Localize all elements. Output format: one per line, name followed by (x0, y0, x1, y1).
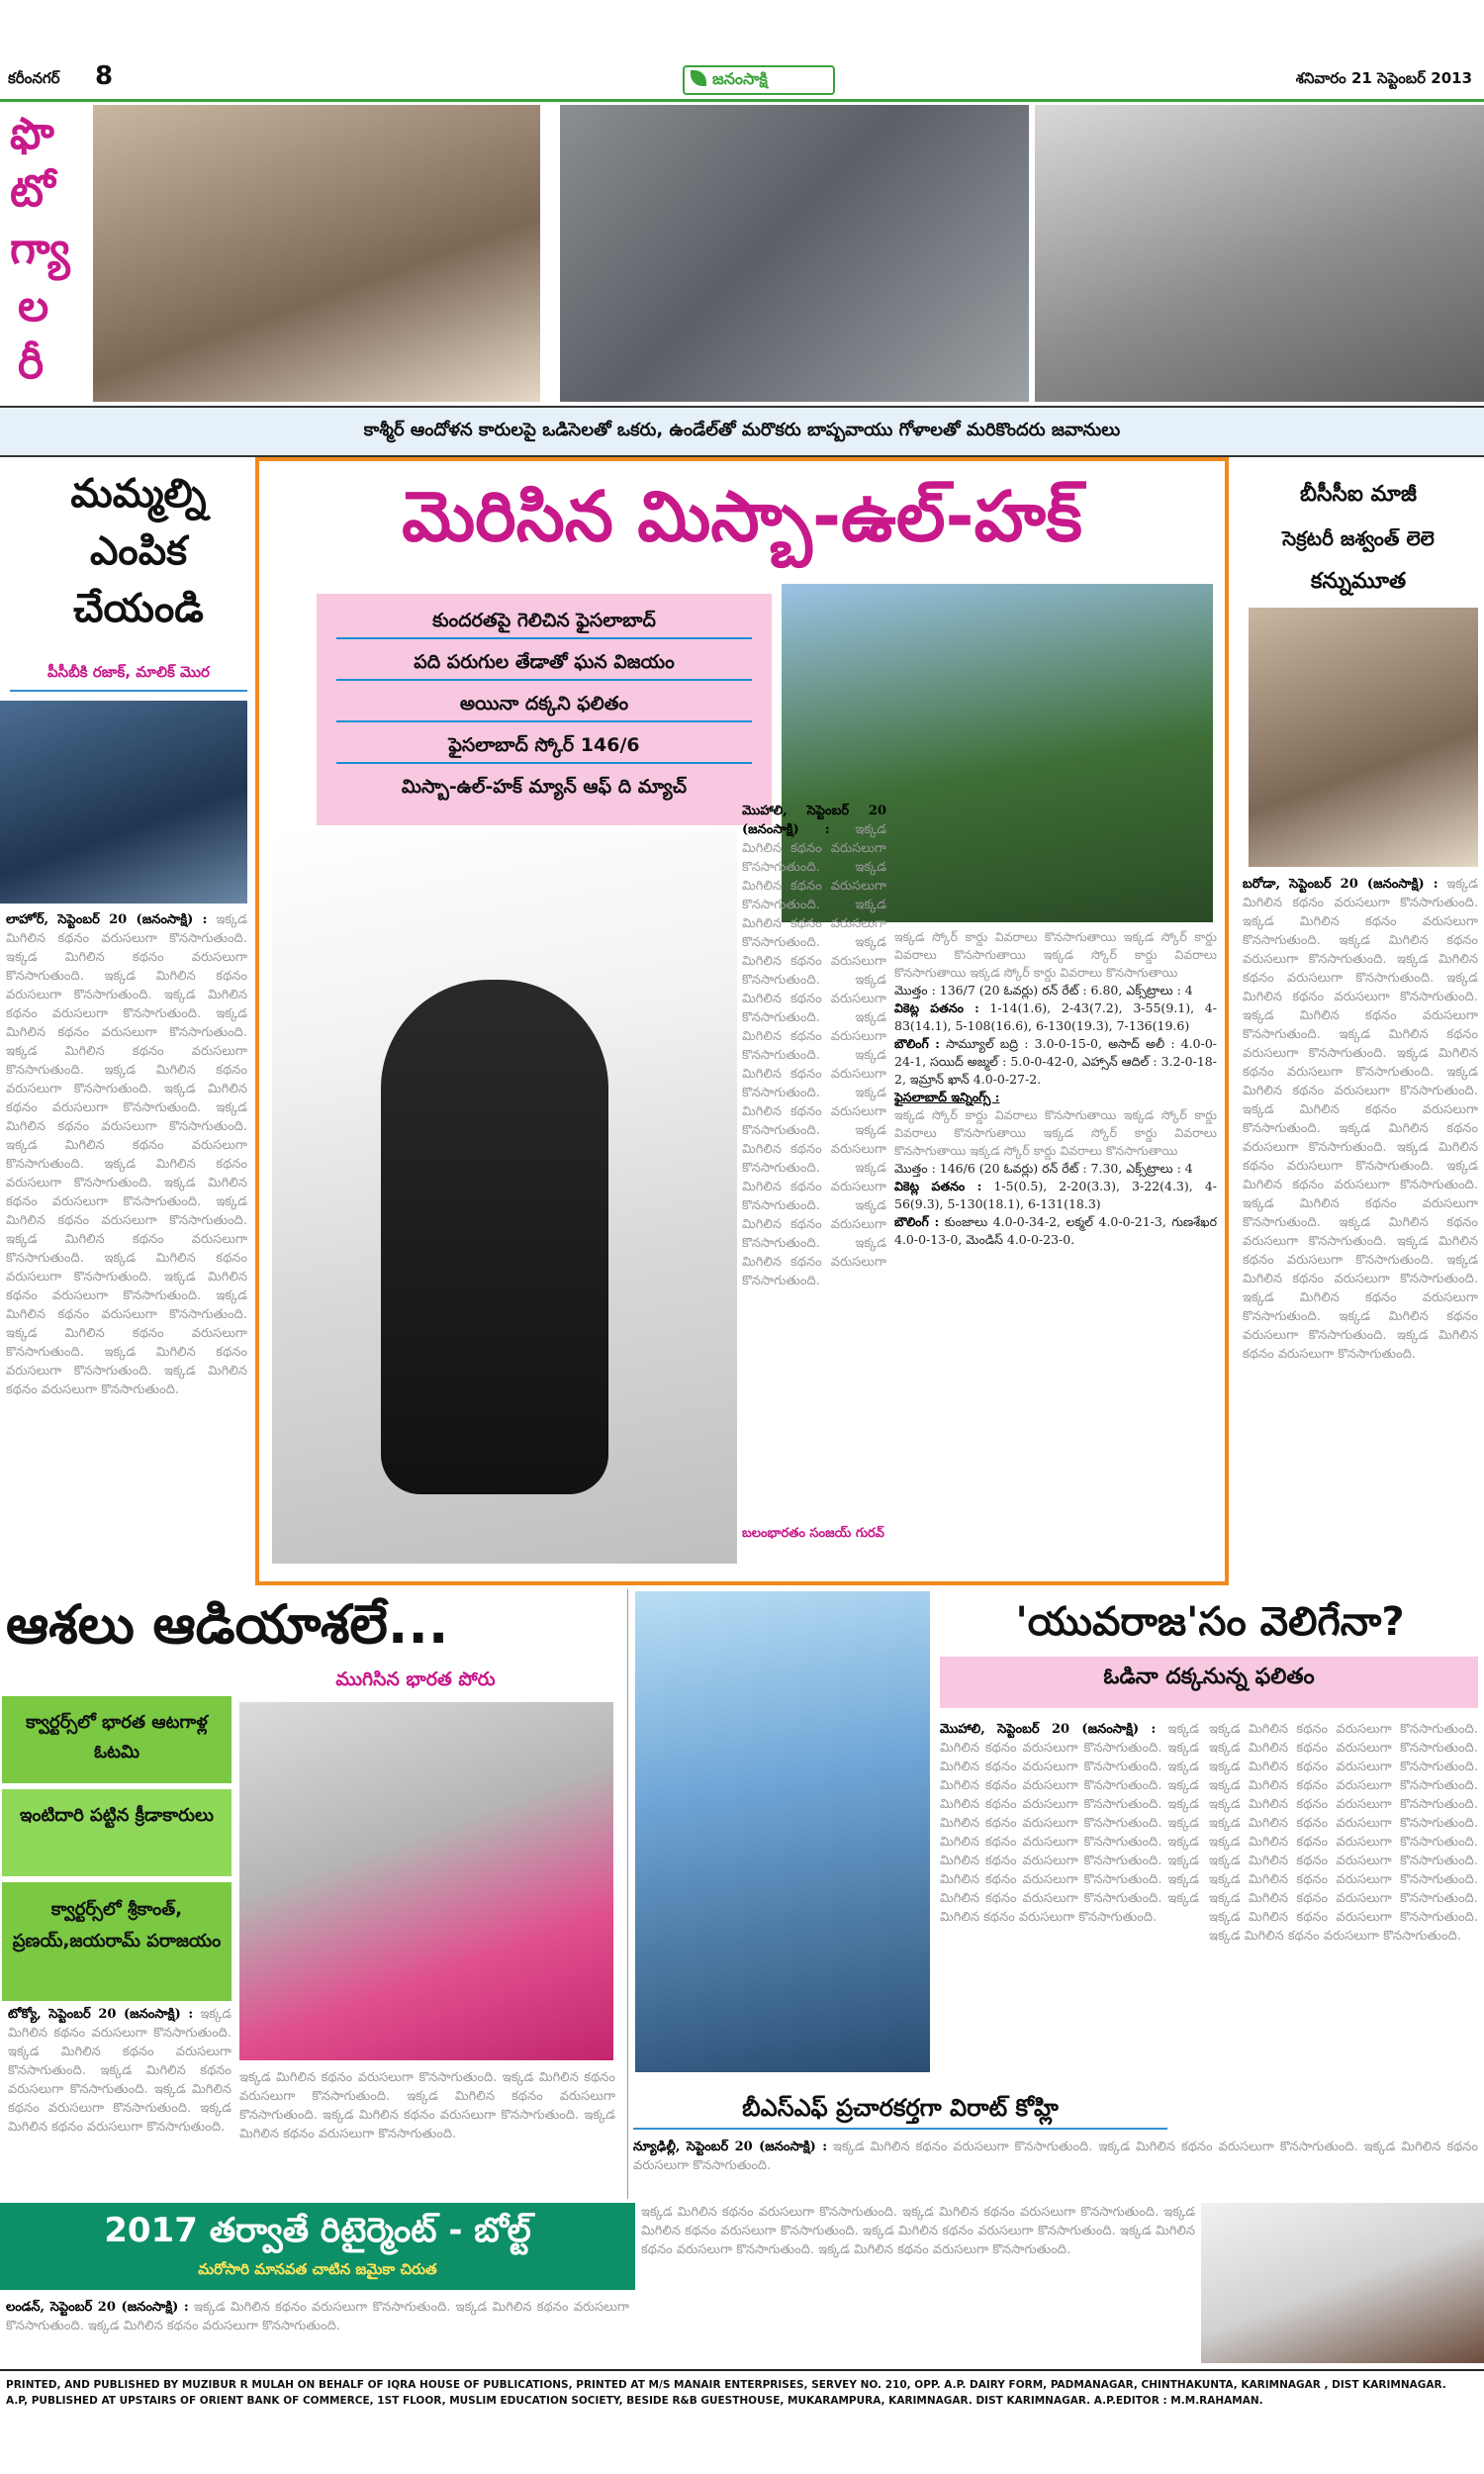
scorecard-bowling2-label: బౌలింగ్ : (894, 1214, 940, 1229)
bolt-body-2 (641, 2203, 1195, 2363)
scorecard-innings2-label: ఫైసలాబాద్ ఇన్నింగ్స్ : (894, 1090, 1000, 1104)
badminton-deck-2 (2, 1789, 232, 1876)
batsman-silhouette (381, 980, 608, 1494)
left-story-dateline: లాహోర్, సెప్టెంబర్ 20 (జనంసాక్షి) : (6, 912, 208, 927)
left-headline-line-3: చేయండి (73, 586, 204, 631)
badminton-subhead: ముగిసిన భారత పోరు (335, 1668, 496, 1690)
badminton-headline: ఆశలు ఆడియాశలే... (6, 1593, 449, 1656)
yuvraj-photo (635, 1591, 930, 2072)
main-headline: మెరిసిన మిస్బా-ఉల్-హక్ (402, 476, 1082, 557)
deck-line-3: అయినా దక్కని ఫలితం (336, 687, 752, 722)
scorecard-fow2-label: వికెట్ల పతనం : (894, 1179, 982, 1193)
gallery-photo-1 (93, 105, 540, 402)
left-headline-line-2: ఎంపిక (89, 528, 188, 574)
scorecard-fow2: 1-5(0.5), 2-20(3.3), 3-22(4.3), 4-56(9.3), 5-130(18.1), 6-131(18.3) (894, 1179, 1217, 1211)
scorecard-batting-2: ఇక్కడ స్కోర్ కార్డు వివరాలు కొనసాగుతాయి ఇక్కడ స్కోర్ కార్డు వివరాలు కొనసాగుతాయి ఇక్కడ స్కోర్ కార్డు వివరాలు కొనసాగుతాయి ఇక్కడ స్కోర్ కార్డు వివరాలు కొనసాగుతాయి (894, 1107, 1217, 1158)
yuvraj-subhead: ఓడినా దక్కనున్న ఫలితం (1103, 1665, 1315, 1689)
masthead-rule (0, 99, 1484, 102)
left-headline (30, 465, 247, 637)
imprint-line-2: A.P, PUBLISHED AT UPSTAIRS OF ORIENT BANK OF COMMERCE, 1ST FLOOR, MUSLIM EDUCATION SOCIETY, BESIDE R&B GUESTHOUSE, MUKARAMPURA, KARIMNAGAR. DIST KARIMNAGAR. A.P.EDITOR : M.M.RAHAMAN. (6, 2395, 1263, 2407)
badminton-deck-1 (2, 1696, 232, 1783)
badminton-body-right (239, 2068, 615, 2199)
gallery-caption-bar (0, 406, 1484, 457)
bolt-headline: 2017 తర్వాతే రిటైర్మెంట్ - బోల్ట్ (104, 2211, 531, 2250)
razzaq-photo (0, 701, 247, 904)
gallery-char-2: టో (10, 166, 55, 217)
scorecard-batting-1: ఇక్కడ స్కోర్ కార్డు వివరాలు కొనసాగుతాయి ఇక్కడ స్కోర్ కార్డు వివరాలు కొనసాగుతాయి ఇక్కడ స్కోర్ కార్డు వివరాలు కొనసాగుతాయి ఇక్కడ స్కోర్ కార్డు వివరాలు కొనసాగుతాయి (894, 929, 1217, 980)
right-story-dateline: బరోడా, సెప్టెంబర్ 20 (జనంసాక్షి) : (1243, 877, 1438, 892)
scorecard-total-1: మొత్తం : 136/7 (20 ఓవర్లు) రన్ రేట్ : 6.80, ఎక్స్‌ట్రాలు : 4 (894, 983, 1193, 998)
deck-line-1: కుందరతపై గెలిచిన ఫైసలాబాద్ (336, 604, 752, 639)
leaf-icon (691, 70, 706, 86)
left-sub-rule (10, 690, 247, 692)
main-story-byline: బలంభారతం సంజయ్ గురవ్ (742, 1526, 884, 1541)
paper-logo (683, 65, 835, 95)
badminton-body-left (8, 2005, 232, 2199)
bolt-dateline: లండన్, సెప్టెంబర్ 20 (జనంసాక్షి) : (6, 2300, 189, 2315)
yuvraj-text-1: ఇక్కడ మిగిలిన కథనం వరుసలుగా కొనసాగుతుంది. ఇక్కడ మిగిలిన కథనం వరుసలుగా కొనసాగుతుంది. ఇక్కడ మిగిలిన కథనం వరుసలుగా కొనసాగుతుంది. ఇక్కడ మిగిలిన కథనం వరుసలుగా కొనసాగుతుంది. ఇక్కడ మిగిలిన కథనం వరుసలుగా కొనసాగుతుంది. ఇక్కడ మిగిలిన కథనం వరుసలుగా కొనసాగుతుంది. ఇక్కడ మిగిలిన కథనం వరుసలుగా కొనసాగుతుంది. ఇక్కడ మిగిలిన కథనం వరుసలుగా కొనసాగుతుంది. ఇక్కడ మిగిలిన కథనం వరుసలుగా కొనసాగుతుంది. ఇక్కడ మిగిలిన కథనం వరుసలుగా కొనసాగుతుంది. (940, 1722, 1199, 1925)
right-headline (1239, 473, 1478, 604)
left-story-text: ఇక్కడ మిగిలిన కథనం వరుసలుగా కొనసాగుతుంది. ఇక్కడ మిగిలిన కథనం వరుసలుగా కొనసాగుతుంది. ఇక్కడ మిగిలిన కథనం వరుసలుగా కొనసాగుతుంది. ఇక్కడ మిగిలిన కథనం వరుసలుగా కొనసాగుతుంది. ఇక్కడ మిగిలిన కథనం వరుసలుగా కొనసాగుతుంది. ఇక్కడ మిగిలిన కథనం వరుసలుగా కొనసాగుతుంది. ఇక్కడ మిగిలిన కథనం వరుసలుగా కొనసాగుతుంది. ఇక్కడ మిగిలిన కథనం వరుసలుగా కొనసాగుతుంది. ఇక్కడ మిగిలిన కథనం వరుసలుగా కొనసాగుతుంది. ఇక్కడ మిగిలిన కథనం వరుసలుగా కొనసాగుతుంది. ఇక్కడ మిగిలిన కథనం వరుసలుగా కొనసాగుతుంది. ఇక్కడ మిగిలిన కథనం వరుసలుగా కొనసాగుతుంది. ఇక్కడ మిగిలిన కథనం వరుసలుగా కొనసాగుతుంది. ఇక్కడ మిగిలిన కథనం వరుసలుగా కొనసాగుతుంది. ఇక్కడ మిగిలిన కథనం వరుసలుగా కొనసాగుతుంది. ఇక్కడ మిగిలిన కథనం వరుసలుగా కొనసాగుతుంది. ఇక్కడ మిగిలిన కథనం వరుసలుగా కొనసాగుతుంది. ఇక్కడ మిగిలిన కథనం వరుసలుగా కొనసాగుతుంది. ఇక్కడ మిగిలిన కథనం వరుసలుగా కొనసాగుతుంది. ఇక్కడ మిగిలిన కథనం వరుసలుగా కొనసాగుతుంది. (6, 912, 247, 1397)
badminton-photo (239, 1702, 613, 2060)
left-subhead: పీసీబీకి రజాక్, మాలిక్ మొర (47, 663, 210, 681)
scorecard (894, 928, 1217, 1571)
badminton-deck-3-text: క్వార్టర్స్‌లో శ్రీకాంత్, ప్రణయ్,జయరామ్ పరాజయం (12, 1899, 222, 1951)
bolt-body-1 (6, 2298, 629, 2363)
scorecard-bowling1: సామ్యూల్ బద్రి : 3.0-0-15-0, అసాద్ అలీ : 4.0-0-24-1, సయిద్ అజ్మల్ : 5.0-0-42-0, ఎహ్సాన్ ఆదిల్ : 3.2-0-18-2, ఇమ్రాన్ ఖాన్ 4.0-0-27-2. (894, 1036, 1217, 1087)
edition-name: కరీంనగర్ (8, 69, 60, 87)
left-headline-line-1: మమ్మల్ని (70, 471, 207, 517)
left-story-body (6, 910, 247, 1573)
kohli-text: ఇక్కడ మిగిలిన కథనం వరుసలుగా కొనసాగుతుంది. ఇక్కడ మిగిలిన కథనం వరుసలుగా కొనసాగుతుంది. ఇక్కడ మిగిలిన కథనం వరుసలుగా కొనసాగుతుంది. (633, 2140, 1478, 2173)
kohli-body (633, 2138, 1478, 2197)
main-story-body-b (742, 1524, 886, 1564)
badminton-deck-1-text: క్వార్టర్స్‌లో భారత ఆటగాళ్ల ఓటమి (26, 1712, 208, 1762)
yuvraj-body-1 (940, 1720, 1199, 2072)
misbah-batting-photo (272, 831, 737, 1564)
gallery-char-1: ఫొ (10, 109, 54, 159)
gallery-photo-3 (1035, 105, 1484, 402)
bolt-text-2: ఇక్కడ మిగిలిన కథనం వరుసలుగా కొనసాగుతుంది. ఇక్కడ మిగిలిన కథనం వరుసలుగా కొనసాగుతుంది. ఇక్కడ మిగిలిన కథనం వరుసలుగా కొనసాగుతుంది. ఇక్కడ మిగిలిన కథనం వరుసలుగా కొనసాగుతుంది. ఇక్కడ మిగిలిన కథనం వరుసలుగా కొనసాగుతుంది. ఇక్కడ మిగిలిన కథనం వరుసలుగా కొనసాగుతుంది. (641, 2205, 1195, 2257)
badminton-text-1: ఇక్కడ మిగిలిన కథనం వరుసలుగా కొనసాగుతుంది. ఇక్కడ మిగిలిన కథనం వరుసలుగా కొనసాగుతుంది. ఇక్కడ మిగిలిన కథనం వరుసలుగా కొనసాగుతుంది. ఇక్కడ మిగిలిన కథనం వరుసలుగా కొనసాగుతుంది. ఇక్కడ మిగిలిన కథనం వరుసలుగా కొనసాగుతుంది. (8, 2007, 232, 2135)
right-story-body (1243, 875, 1478, 1568)
imprint-line-1: PRINTED, AND PUBLISHED BY MUZIBUR R MULAH ON BEHALF OF IQRA HOUSE OF PUBLICATIONS, PRINTED AT M/S MANAIR ENTERPRISES, SERVEY NO. 210, OPP. A.P. DAIRY FORM, PADMANAGAR, CHINTHAKUNTA, KARIMNAGAR , DIST KARIMNAGAR. (6, 2379, 1446, 2391)
gallery-char-3: గ్యా (10, 224, 70, 274)
gallery-char-5: రీ (18, 338, 45, 389)
badminton-deck-2-text: ఇంటిదారి పట్టిన క్రీడాకారులు (19, 1805, 215, 1826)
badminton-dateline: టోక్యో, సెప్టెంబర్ 20 (జనంసాక్షి) : (8, 2007, 194, 2022)
bolt-photo (1201, 2203, 1484, 2363)
scorecard-bowling1-label: బౌలింగ్ : (894, 1036, 940, 1051)
bolt-headline-bar (0, 2203, 635, 2290)
right-story-text: ఇక్కడ మిగిలిన కథనం వరుసలుగా కొనసాగుతుంది. ఇక్కడ మిగిలిన కథనం వరుసలుగా కొనసాగుతుంది. ఇక్కడ మిగిలిన కథనం వరుసలుగా కొనసాగుతుంది. ఇక్కడ మిగిలిన కథనం వరుసలుగా కొనసాగుతుంది. ఇక్కడ మిగిలిన కథనం వరుసలుగా కొనసాగుతుంది. ఇక్కడ మిగిలిన కథనం వరుసలుగా కొనసాగుతుంది. ఇక్కడ మిగిలిన కథనం వరుసలుగా కొనసాగుతుంది. ఇక్కడ మిగిలిన కథనం వరుసలుగా కొనసాగుతుంది. ఇక్కడ మిగిలిన కథనం వరుసలుగా కొనసాగుతుంది. ఇక్కడ మిగిలిన కథనం వరుసలుగా కొనసాగుతుంది. ఇక్కడ మిగిలిన కథనం వరుసలుగా కొనసాగుతుంది. ఇక్కడ మిగిలిన కథనం వరుసలుగా కొనసాగుతుంది. ఇక్కడ మిగిలిన కథనం వరుసలుగా కొనసాగుతుంది. ఇక్కడ మిగిలిన కథనం వరుసలుగా కొనసాగుతుంది. ఇక్కడ మిగిలిన కథనం వరుసలుగా కొనసాగుతుంది. ఇక్కడ మిగిలిన కథనం వరుసలుగా కొనసాగుతుంది. ఇక్కడ మిగిలిన కథనం వరుసలుగా కొనసాగుతుంది. ఇక్కడ మిగిలిన కథనం వరుసలుగా కొనసాగుతుంది. ఇక్కడ మిగిలిన కథనం వరుసలుగా కొనసాగుతుంది. ఇక్కడ మిగిలిన కథనం వరుసలుగా కొనసాగుతుంది. (1243, 877, 1478, 1362)
yuvraj-dateline: మొహాలి, సెప్టెంబర్ 20 (జనంసాక్షి) : (940, 1722, 1157, 1737)
main-story-dateline: మొహాలి, సెప్టెంబర్ 20 (జనంసాక్షి) : (742, 804, 886, 837)
lele-photo (1249, 608, 1478, 867)
scorecard-fow1: 1-14(1.6), 2-43(7.2), 3-55(9.1), 4-83(14.1), 5-108(16.6), 6-130(19.3), 7-136(19.6) (894, 1000, 1217, 1033)
deck-line-4: ఫైసలాబాద్ స్కోర్ 146/6 (336, 728, 752, 764)
gallery-caption: కాశ్మీర్ ఆందోళన కారులపై ఒడిసెలతో ఒకరు, ఉండేల్‌తో మరొకరు బాష్పవాయు గోళాలతో మరికొందరు జవానులు (363, 420, 1121, 440)
right-headline-line-1: బీసీసీఐ మాజీ (1300, 482, 1417, 507)
badminton-deck-3 (2, 1882, 232, 2001)
issue-date: శనివారం 21 సెప్టెంబర్ 2013 (1295, 69, 1472, 87)
yuvraj-text-2: ఇక్కడ మిగిలిన కథనం వరుసలుగా కొనసాగుతుంది. ఇక్కడ మిగిలిన కథనం వరుసలుగా కొనసాగుతుంది. ఇక్కడ మిగిలిన కథనం వరుసలుగా కొనసాగుతుంది. ఇక్కడ మిగిలిన కథనం వరుసలుగా కొనసాగుతుంది. ఇక్కడ మిగిలిన కథనం వరుసలుగా కొనసాగుతుంది. ఇక్కడ మిగిలిన కథనం వరుసలుగా కొనసాగుతుంది. ఇక్కడ మిగిలిన కథనం వరుసలుగా కొనసాగుతుంది. ఇక్కడ మిగిలిన కథనం వరుసలుగా కొనసాగుతుంది. ఇక్కడ మిగిలిన కథనం వరుసలుగా కొనసాగుతుంది. ఇక్కడ మిగిలిన కథనం వరుసలుగా కొనసాగుతుంది. ఇక్కడ మిగిలిన కథనం వరుసలుగా కొనసాగుతుంది. ఇక్కడ మిగిలిన కథనం వరుసలుగా కొనసాగుతుంది. (1209, 1722, 1478, 1944)
main-decks (317, 598, 772, 809)
imprint (6, 2377, 1478, 2409)
right-headline-line-3: కన్నుమూత (1310, 569, 1407, 594)
kohli-headline: బీఎస్ఎఫ్ ప్రచారకర్తగా విరాట్ కోహ్లి (633, 2088, 1167, 2130)
scorecard-bowling2: కుంజాలు 4.0-0-34-2, లక్మల్ 4.0-0-21-3, గుణశేఖర 4.0-0-13-0, మెండిస్ 4.0-0-23-0. (894, 1214, 1217, 1247)
bolt-text-1: ఇక్కడ మిగిలిన కథనం వరుసలుగా కొనసాగుతుంది. ఇక్కడ మిగిలిన కథనం వరుసలుగా కొనసాగుతుంది. ఇక్కడ మిగిలిన కథనం వరుసలుగా కొనసాగుతుంది. (6, 2300, 629, 2333)
scorecard-fow1-label: వికెట్ల పతనం : (894, 1000, 979, 1015)
bolt-subhead: మరోసారి మానవత చాటిన జమైకా చిరుత (198, 2260, 437, 2278)
scorecard-total-2: మొత్తం : 146/6 (20 ఓవర్లు) రన్ రేట్ : 7.30, ఎక్స్‌ట్రాలు : 4 (894, 1161, 1193, 1176)
masthead (0, 61, 1484, 99)
main-story-text: ఇక్కడ మిగిలిన కథనం వరుసలుగా కొనసాగుతుంది. ఇక్కడ మిగిలిన కథనం వరుసలుగా కొనసాగుతుంది. ఇక్కడ మిగిలిన కథనం వరుసలుగా కొనసాగుతుంది. ఇక్కడ మిగిలిన కథనం వరుసలుగా కొనసాగుతుంది. ఇక్కడ మిగిలిన కథనం వరుసలుగా కొనసాగుతుంది. ఇక్కడ మిగిలిన కథనం వరుసలుగా కొనసాగుతుంది. ఇక్కడ మిగిలిన కథనం వరుసలుగా కొనసాగుతుంది. ఇక్కడ మిగిలిన కథనం వరుసలుగా కొనసాగుతుంది. ఇక్కడ మిగిలిన కథనం వరుసలుగా కొనసాగుతుంది. ఇక్కడ మిగిలిన కథనం వరుసలుగా కొనసాగుతుంది. ఇక్కడ మిగిలిన కథనం వరుసలుగా కొనసాగుతుంది. ఇక్కడ మిగిలిన కథనం వరుసలుగా కొనసాగుతుంది. (742, 822, 886, 1288)
badminton-text-2: ఇక్కడ మిగిలిన కథనం వరుసలుగా కొనసాగుతుంది. ఇక్కడ మిగిలిన కథనం వరుసలుగా కొనసాగుతుంది. ఇక్కడ మిగిలిన కథనం వరుసలుగా కొనసాగుతుంది. ఇక్కడ మిగిలిన కథనం వరుసలుగా కొనసాగుతుంది. ఇక్కడ మిగిలిన కథనం వరుసలుగా కొనసాగుతుంది. (239, 2070, 615, 2141)
right-headline-line-2: సెక్రటరీ జశ్వంత్ లెలె (1282, 526, 1435, 550)
photo-gallery-label (0, 103, 89, 400)
page-number: 8 (95, 61, 114, 91)
gallery-photo-2 (560, 105, 1029, 402)
paper-name: జనంసాక్షి (712, 69, 768, 88)
gallery-char-4: ల (18, 281, 49, 332)
yuvraj-body-2 (1209, 1720, 1478, 2136)
deck-line-5: మిస్బా-ఉల్-హక్ మ్యాన్ ఆఫ్ ది మ్యాచ్ (401, 776, 688, 798)
kohli-dateline: న్యూఢిల్లీ, సెప్టెంబర్ 20 (జనంసాక్షి) : (633, 2140, 827, 2154)
imprint-rule (0, 2369, 1484, 2371)
column-divider (627, 1589, 628, 2199)
yuvraj-headline: 'యువరాజ'సం వెలిగేనా? (1015, 1599, 1405, 1645)
deck-line-2: పది పరుగుల తేడాతో ఘన విజయం (336, 645, 752, 681)
main-story-body (742, 802, 886, 1554)
